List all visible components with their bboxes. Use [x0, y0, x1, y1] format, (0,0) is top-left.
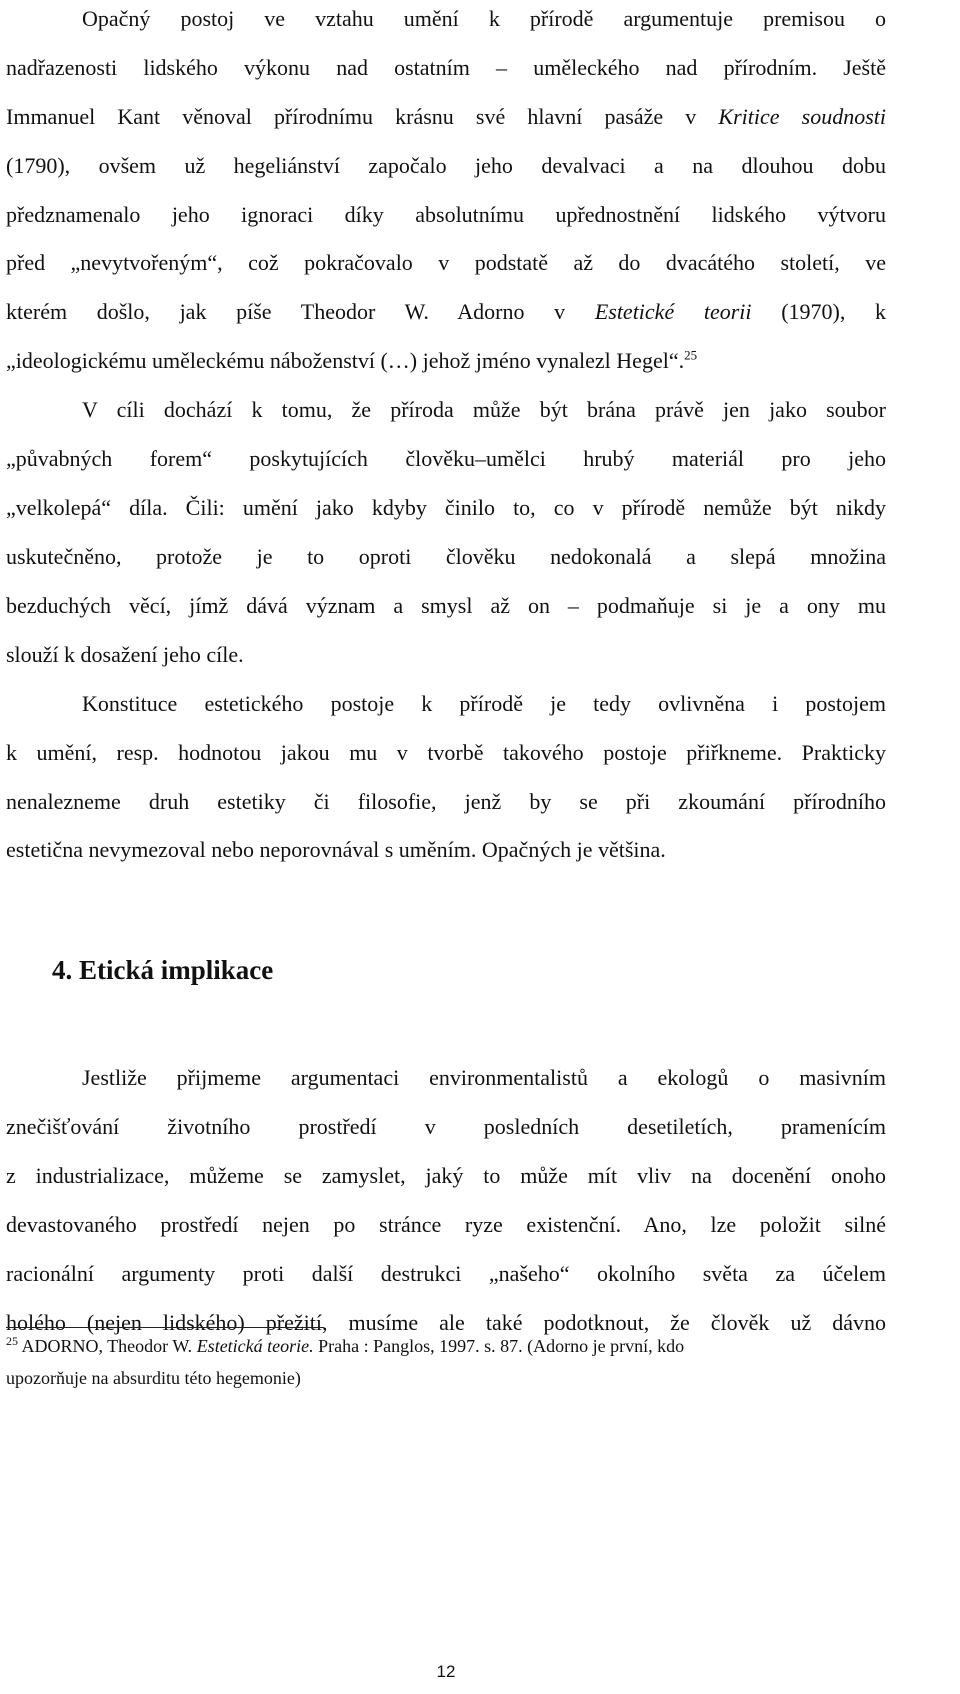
footnote-reference[interactable]: 25 [684, 347, 698, 363]
text-line: před „nevytvořeným“, což pokračovalo v podstatě až do dvacátého století, ve [6, 250, 886, 275]
text-line: z industrializace, můžeme se zamyslet, jaký to může mít vliv na docenění onoho [6, 1163, 886, 1188]
text-line: k umění, resp. hodnotou jakou mu v tvorbě takového postoje přiřkneme. Prakticky [6, 740, 886, 765]
text-line: devastovaného prostředí nejen po stránce ryze existenční. Ano, lze položit silné [6, 1212, 886, 1237]
text-line: „půvabných forem“ poskytujících člověku–umělci hrubý materiál pro jeho [6, 446, 886, 471]
text-line: Opačný postoj ve vztahu umění k přírodě argumentuje premisou o [82, 6, 886, 31]
text-line [6, 100, 886, 134]
text-line: Jestliže přijmeme argumentaci environmentalistů a ekologů o masivním [82, 1065, 886, 1090]
text-line [6, 344, 886, 378]
text-line: (1790), ovšem už hegeliánství započalo jeho devalvaci a na dlouhou dobu [6, 153, 886, 178]
footnote-title: Estetická teorie. [196, 1336, 314, 1356]
text-line: holého (nejen lidského) přežití, musíme ale také podotknout, že člověk už dávno [6, 1310, 886, 1335]
text-line: nadřazenosti lidského výkonu nad ostatním – uměleckého nad přírodním. Ještě [6, 55, 886, 80]
footnote-separator [6, 1327, 324, 1328]
footnote-text: Praha : Panglos, 1997. s. 87. (Adorno je první, kdo [313, 1336, 685, 1356]
footnote-author: ADORNO, Theodor W. [18, 1336, 197, 1356]
text-span: (1970), k [751, 299, 886, 324]
footnote-line: upozorňuje na absurditu této hegemonie) [6, 1368, 301, 1388]
text-span: Immanuel Kant věnoval přírodnímu krásnu své hlavní pasáže v [6, 104, 719, 129]
text-line: Konstituce estetického postoje k přírodě je tedy ovlivněna i postojem [82, 691, 886, 716]
page-number: 12 [436, 1662, 456, 1681]
text-line: slouží k dosažení jeho cíle. [6, 642, 244, 667]
text-line: V cíli dochází k tomu, že příroda může být brána právě jen jako soubor [82, 397, 886, 422]
text-line: nenalezneme druh estetiky či filosofie, jenž by se při zkoumání přírodního [6, 789, 886, 814]
text-line [6, 295, 886, 329]
footnote-line [6, 1334, 886, 1358]
text-span: kterém došlo, jak píše Theodor W. Adorno v [6, 299, 595, 324]
section-heading: 4. Etická implikace [52, 955, 274, 985]
text-line: bezduchých věcí, jímž dává význam a smysl až on – podmaňuje si je a ony mu [6, 593, 886, 618]
italic-title: Kritice soudnosti [718, 104, 886, 129]
text-span: „ideologickému uměleckému náboženství (…) jehož jméno vynalezl Hegel“. [6, 348, 685, 373]
italic-title: Estetické teorii [594, 299, 752, 324]
footnote-number: 25 [6, 1334, 18, 1348]
text-line: racionální argumenty proti další destrukci „našeho“ okolního světa za účelem [6, 1261, 886, 1286]
text-line: estetična nevymezoval nebo neporovnával s uměním. Opačných je většina. [6, 837, 666, 862]
text-line: předznamenalo jeho ignoraci díky absolutnímu upřednostnění lidského výtvoru [6, 202, 886, 227]
text-line: „velkolepá“ díla. Čili: umění jako kdyby činilo to, co v přírodě nemůže být nikdy [6, 495, 886, 520]
text-line: znečišťování životního prostředí v posledních desetiletích, pramenícím [6, 1114, 886, 1139]
text-line: uskutečněno, protože je to oproti člověku nedokonalá a slepá množina [6, 544, 886, 569]
